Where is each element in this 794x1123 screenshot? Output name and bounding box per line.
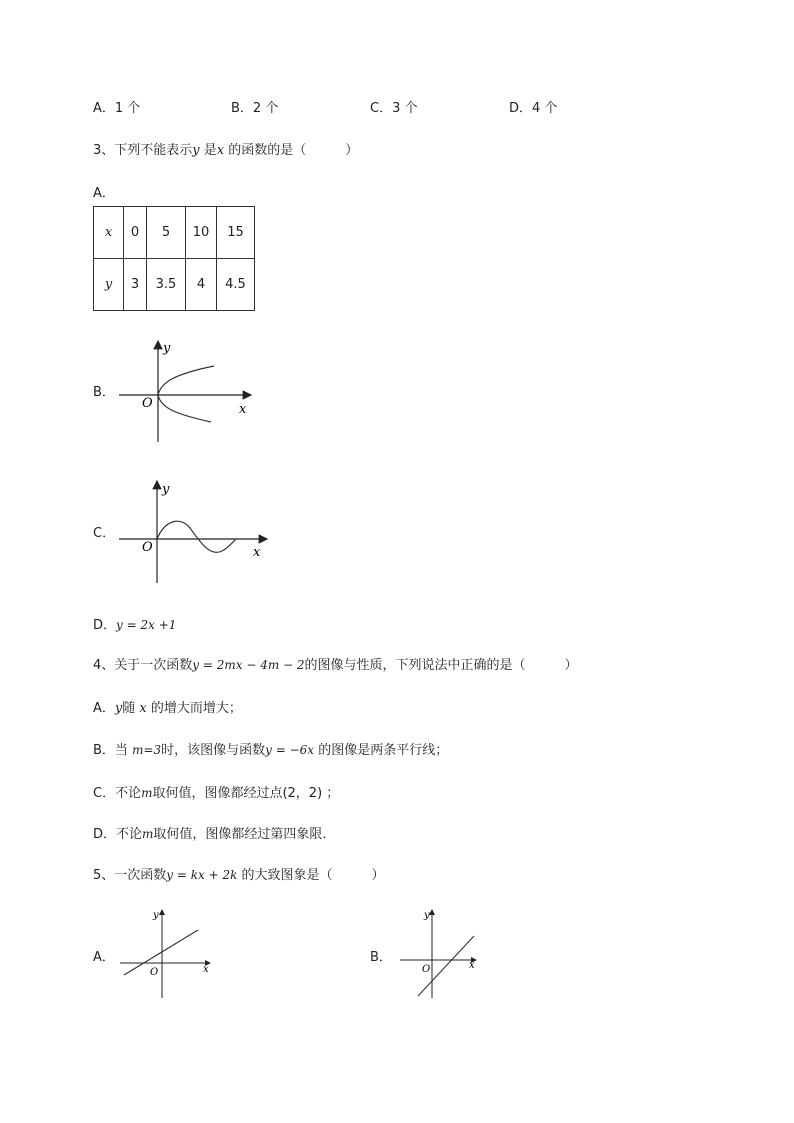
q3-graph-c [115,478,275,588]
q5-label-a: A． [93,950,115,965]
q2-option-b: B．2 个 [231,101,279,116]
y-axis-label: y [424,910,430,921]
table-cell: 0 [124,207,147,259]
q2-option-c: C．3 个 [370,101,418,116]
q5-label-b: B． [370,950,392,965]
y-axis-label: y [153,910,159,921]
line-graph [124,930,198,975]
curve-upper-branch [158,366,214,395]
q3-graph-b [115,338,260,448]
q4-option-b: B．当 m=3时，该图像与函数y = −6x 的图像是两条平行线； [93,743,449,758]
curve-lower-branch [158,395,211,422]
q2-option-d: D．4 个 [509,101,558,116]
q4-option-a: A．y随 x 的增大而增大； [93,701,242,716]
wave-curve [157,521,236,552]
x-axis-label: x [203,964,209,975]
q2-option-a: A．1 个 [93,101,141,116]
table-header-x: x [94,207,124,259]
q3-function-table [93,206,255,311]
q3-label-a: A． [93,186,115,201]
x-axis-label: x [469,960,475,971]
q3-label-c: C． [93,526,116,541]
origin-label: O [142,540,153,555]
q5-stem: 5、一次函数y = kx + 2k 的大致图象是（ ） [93,868,385,883]
q5-graph-a [120,906,220,1001]
origin-label: O [142,396,153,411]
q3-label-b: B． [93,385,115,400]
y-axis-label: y [162,482,170,497]
y-axis-label: y [163,341,171,356]
q4-option-d: D．不论m取何值，图像都经过第四象限． [93,827,336,842]
q4-option-c: C．不论m取何值，图像都经过点(2，2) ； [93,786,340,801]
table-cell: 4.5 [217,259,255,311]
table-cell: 3.5 [147,259,186,311]
table-cell: 3 [124,259,147,311]
x-axis-label: x [239,402,247,417]
table-cell: 5 [147,207,186,259]
q3-stem: 3、下列不能表示y 是x 的函数的是（ ） [93,143,359,158]
origin-label: O [150,967,159,978]
table-row [94,259,255,311]
q4-stem: 4、关于一次函数y = 2mx − 4m − 2的图像与性质，下列说法中正确的是（ ） [93,658,578,673]
table-cell: 10 [186,207,217,259]
x-axis-label: x [253,545,261,560]
table-row [94,207,255,259]
origin-label: O [422,964,431,975]
table-header-y: y [94,259,124,311]
q3-option-d: D．y = 2x +1 [93,618,177,633]
table-cell: 4 [186,259,217,311]
q5-graph-b [398,906,488,1001]
table-cell: 15 [217,207,255,259]
